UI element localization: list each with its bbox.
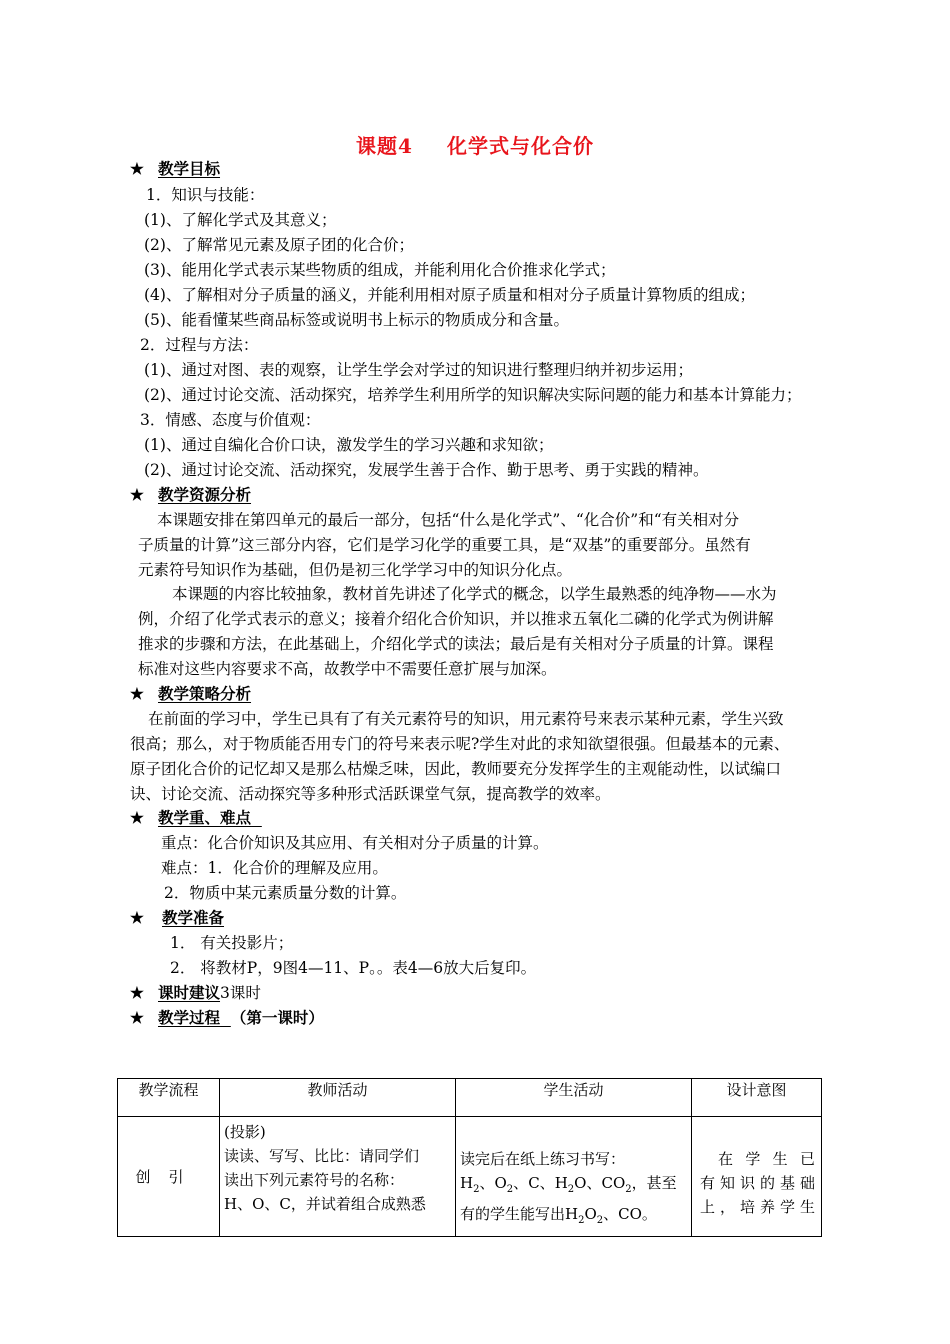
table-header-cell: 教学流程 <box>118 1079 220 1117</box>
strategy-line: 很高；那么，对于物质能否用专门的符号来表示呢?学生对此的求知欲望很强。但最基本的元素、 <box>130 735 790 753</box>
intent-line: 上，培养学生 <box>700 1198 815 1216</box>
teacher-line: (投影) <box>224 1123 266 1141</box>
keypoints-line: 重点：化合价知识及其应用、有关相对分子质量的计算。 <box>161 834 549 852</box>
title-lesson-number: 课题4 <box>356 134 413 158</box>
keypoints-line: 2．物质中某元素质量分数的计算。 <box>164 884 407 902</box>
teaching-process-table <box>117 1078 822 1237</box>
keypoints-line: 难点：1．化合价的理解及应用。 <box>161 859 388 877</box>
prep-line: 1． 有关投影片； <box>170 934 294 952</box>
hours-value: 3课时 <box>220 984 261 1002</box>
goals-line: (4)、了解相对分子质量的涵义，并能利用相对原子质量和相对分子质量计算物质的组成； <box>144 286 755 304</box>
strategy-line: 诀、讨论交流、活动探究等多种形式活跃课堂气氛，提高教学的效率。 <box>130 785 611 803</box>
goals-line: 3．情感、态度与价值观： <box>140 411 321 429</box>
resources-line: 例，介绍了化学式表示的意义；接着介绍化合价知识，并以推求五氧化二磷的化学式为例讲解 <box>138 610 774 628</box>
resources-line: 元素符号知识作为基础，但仍是初三化学学习中的知识分化点。 <box>138 561 573 579</box>
student-line: 读完后在纸上练习书写： <box>460 1150 626 1168</box>
section-heading-keypoints: ★ 教学重、难点 <box>130 808 252 827</box>
resources-line: 本课题的内容比较抽象，教材首先讲述了化学式的概念，以学生最熟悉的纯净物——水为 <box>172 585 777 603</box>
page-title <box>0 130 950 159</box>
strategy-line: 在前面的学习中，学生已具有了有关元素符号的知识，用元素符号来表示某种元素，学生兴致 <box>148 710 784 728</box>
resources-line: 标准对这些内容要求不高，故教学中不需要任意扩展与加深。 <box>138 660 557 678</box>
teacher-line: 读出下列元素符号的名称： <box>224 1171 405 1189</box>
star-icon: ★ <box>130 159 144 178</box>
teacher-line: H、O、C，并试着组合成熟悉 <box>224 1195 426 1213</box>
section-heading-process: ★ 教学过程 （第一课时） <box>130 1008 324 1027</box>
star-icon: ★ <box>130 1008 144 1027</box>
strategy-line: 原子团化合价的记忆却又是那么枯燥乏味，因此，教师要充分发挥学生的主观能动性，以试编口 <box>130 760 782 778</box>
goals-line: (1)、了解化学式及其意义； <box>144 211 337 229</box>
section-heading-strategy: ★ 教学策略分析 <box>130 684 252 703</box>
intent-line: 在学生已 <box>718 1150 815 1168</box>
resources-line: 本课题安排在第四单元的最后一部分，包括“什么是化学式”、“化合价”和“有关相对分 <box>157 511 740 529</box>
star-icon: ★ <box>130 485 144 504</box>
resources-line: 子质量的计算”这三部分内容，它们是学习化学的重要工具，是“双基”的重要部分。虽然有 <box>138 536 751 554</box>
student-activity-cell <box>456 1117 692 1237</box>
goals-line: (3)、能用化学式表示某些物质的组成，并能利用化合价推求化学式； <box>144 261 616 279</box>
teacher-activity-cell <box>220 1117 456 1237</box>
section-heading-goals: ★ 教学目标 <box>130 159 221 178</box>
teacher-line: 读读、写写、比比：请同学们 <box>224 1147 420 1165</box>
design-intent-cell <box>692 1117 822 1237</box>
table-row <box>118 1117 822 1237</box>
table-header-cell: 学生活动 <box>456 1079 692 1117</box>
goals-line: (1)、通过自编化合价口诀，激发学生的学习兴趣和求知欲； <box>144 436 554 454</box>
goals-line: 2．过程与方法： <box>140 336 259 354</box>
goals-line: 1．知识与技能： <box>146 186 265 204</box>
student-line: 有的学生能写出$H_2O_2$、CO。 <box>460 1205 657 1226</box>
star-icon: ★ <box>130 808 144 827</box>
prep-line: 2． 将教材P，9图4—11、P。。表4—6放大后复印。 <box>170 959 537 977</box>
goals-line: (5)、能看懂某些商品标签或说明书上标示的物质成分和含量。 <box>144 311 569 329</box>
goals-line: (2)、了解常见元素及原子团的化合价； <box>144 236 414 254</box>
process-lesson-label: （第一课时） <box>230 1008 324 1027</box>
title-lesson-name: 化学式与化合价 <box>446 134 594 158</box>
star-icon: ★ <box>130 908 144 927</box>
student-formula-line: $H_2$、$O_2$、C、$H_2O$、$CO_2$，甚至 <box>460 1174 677 1195</box>
section-heading-prep: ★ 教学准备 <box>130 908 225 927</box>
star-icon: ★ <box>130 684 144 703</box>
stage-cell: 创引 <box>118 1117 220 1237</box>
goals-line: (2)、通过讨论交流、活动探究，发展学生善于合作、勤于思考、勇于实践的精神。 <box>144 461 709 479</box>
section-heading-resources: ★ 教学资源分析 <box>130 485 252 504</box>
intent-line: 有知识的基础 <box>700 1174 815 1192</box>
goals-line: (2)、通过讨论交流、活动探究，培养学生利用所学的知识解决实际问题的能力和基本计算能力； <box>144 386 802 404</box>
star-icon: ★ <box>130 983 144 1002</box>
goals-line: (1)、通过对图、表的观察，让学生学会对学过的知识进行整理归纳并初步运用； <box>144 361 693 379</box>
table-header-cell: 设计意图 <box>692 1079 822 1117</box>
table-header-cell: 教师活动 <box>220 1079 456 1117</box>
table-header-row <box>118 1079 822 1117</box>
resources-line: 推求的步骤和方法，在此基础上，介绍化学式的读法；最后是有关相对分子质量的计算。课程 <box>138 635 774 653</box>
section-heading-hours: ★ 课时建议3课时 <box>130 983 261 1002</box>
